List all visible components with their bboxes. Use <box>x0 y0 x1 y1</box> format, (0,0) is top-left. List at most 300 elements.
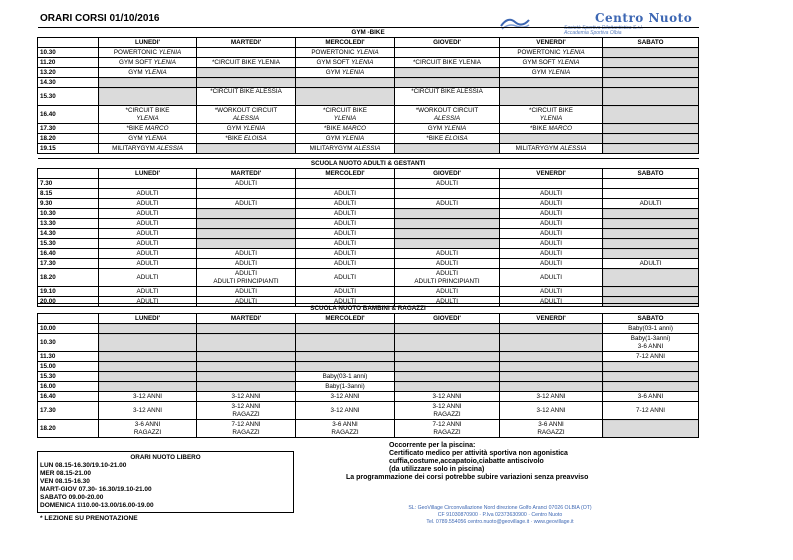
empty-slot <box>197 382 296 392</box>
day-header: LUNEDI' <box>99 169 197 179</box>
class-cell <box>500 402 603 420</box>
class-name: ADULTI <box>235 179 257 187</box>
class-cell <box>99 209 197 219</box>
empty-slot <box>603 249 699 259</box>
empty-slot <box>99 362 197 372</box>
class-name: ADULTI <box>235 269 257 277</box>
class-name: *BIKE <box>426 134 444 142</box>
class-cell <box>500 229 603 239</box>
class-cell <box>296 372 395 382</box>
empty-slot <box>197 352 296 362</box>
empty-slot <box>99 382 197 392</box>
class-name: ADULTI <box>540 209 562 217</box>
empty-slot <box>395 144 500 154</box>
time-row <box>38 179 699 189</box>
class-name: *WORKOUT CIRCUIT <box>214 106 278 114</box>
empty-slot <box>197 144 296 154</box>
class-cell <box>500 124 603 134</box>
instructor-name: ELOISA <box>243 134 267 142</box>
time-row <box>38 209 699 219</box>
instructor-name: YLENIA <box>333 114 357 122</box>
section-title-row <box>38 159 699 169</box>
class-name: RAGAZZI <box>133 428 162 436</box>
class-cell <box>296 402 395 420</box>
class-cell <box>395 88 500 106</box>
class-name: ADULTI <box>436 199 458 207</box>
time-cell: 15.30 <box>38 88 99 106</box>
class-name: 3-6 ANNI <box>134 420 161 428</box>
class-name: ADULTI <box>436 297 458 305</box>
class-name: ADULTI <box>540 229 562 237</box>
class-cell <box>99 219 197 229</box>
free-swim-line: DOMENICA 1\10.00-13.00/16.00-19.00 <box>40 502 154 509</box>
class-cell <box>99 189 197 199</box>
class-name: RAGAZZI <box>537 428 565 436</box>
class-cell <box>603 199 699 209</box>
empty-slot <box>603 88 699 106</box>
class-name: *CIRCUIT BIKE YLENIA <box>412 58 481 66</box>
time-cell: 7.30 <box>38 179 99 189</box>
empty-slot <box>603 219 699 229</box>
time-cell: 17.30 <box>38 124 99 134</box>
day-header: MARTEDI' <box>197 38 296 48</box>
class-cell <box>99 269 197 287</box>
class-name: RAGAZZI <box>232 428 260 436</box>
empty-slot <box>395 68 500 78</box>
free-swim-box <box>37 451 294 513</box>
class-name: GYM SOFT <box>119 58 152 66</box>
class-name: *BIKE <box>225 134 243 142</box>
class-name: ADULTI <box>235 287 257 295</box>
time-row <box>38 189 699 199</box>
instructor-name: ALESSIA <box>232 114 260 122</box>
class-cell <box>99 402 197 420</box>
note-line: La programmazione dei corsi potrebbe subire variazioni senza preavviso <box>346 474 589 481</box>
class-name: ADULTI <box>540 287 562 295</box>
free-swim-line: MER 08.15-21.00 <box>40 470 91 477</box>
class-cell <box>99 68 197 78</box>
class-cell <box>603 179 699 189</box>
empty-slot <box>603 106 699 124</box>
time-row <box>38 229 699 239</box>
class-name: 3-6 ANNI <box>637 342 664 350</box>
day-header-row <box>38 169 699 179</box>
class-cell <box>500 144 603 154</box>
class-cell <box>395 269 500 287</box>
class-cell <box>500 179 603 189</box>
instructor-name: YLENIA <box>144 68 167 76</box>
empty-slot <box>603 362 699 372</box>
class-cell <box>500 420 603 438</box>
class-cell <box>197 124 296 134</box>
class-cell <box>296 269 395 287</box>
empty-slot <box>603 382 699 392</box>
class-cell <box>99 392 197 402</box>
class-cell <box>197 189 296 199</box>
time-cell: 15.30 <box>38 239 99 249</box>
class-name: ADULTI <box>540 297 562 305</box>
class-name: ADULTI <box>136 199 159 207</box>
class-cell <box>500 209 603 219</box>
class-cell <box>395 199 500 209</box>
class-name: ADULTI <box>436 259 458 267</box>
class-name: GYM <box>325 68 341 76</box>
class-cell <box>296 124 395 134</box>
time-cell: 16.40 <box>38 106 99 124</box>
time-row <box>38 68 699 78</box>
class-name: GYM <box>531 68 547 76</box>
class-cell <box>197 134 296 144</box>
instructor-name: YLENIA <box>158 48 182 56</box>
time-cell: 18.20 <box>38 420 99 438</box>
instructor-name: YLENIA <box>356 48 379 56</box>
empty-slot <box>603 372 699 382</box>
class-cell <box>395 48 500 58</box>
class-name: ADULTI <box>235 249 257 257</box>
day-header: MERCOLEDI' <box>296 314 395 324</box>
empty-slot <box>500 382 603 392</box>
day-header: VENERDI' <box>500 38 603 48</box>
day-header: MERCOLEDI' <box>296 38 395 48</box>
empty-slot <box>99 334 197 352</box>
class-name: 7-12 ANNI <box>636 406 666 414</box>
day-header: VENERDI' <box>500 169 603 179</box>
class-cell <box>500 249 603 259</box>
class-name: 3-12 ANNI <box>432 402 462 410</box>
time-row <box>38 287 699 297</box>
class-cell <box>500 219 603 229</box>
class-name: ADULTI <box>136 297 159 305</box>
class-name: GYM SOFT <box>522 58 556 66</box>
class-name: POWERTONIC <box>311 48 355 56</box>
class-cell <box>500 269 603 287</box>
class-name: GYM <box>325 134 341 142</box>
empty-slot <box>296 352 395 362</box>
time-row <box>38 48 699 58</box>
class-name: Baby(1-3anni) <box>630 334 671 342</box>
gym-bike-schedule <box>37 27 699 154</box>
class-cell <box>500 239 603 249</box>
section-title: SCUOLA NUOTO BAMBINI & RAGAZZI <box>38 304 699 314</box>
time-cell: 11.30 <box>38 352 99 362</box>
empty-slot <box>603 239 699 249</box>
class-name: GYM <box>226 124 242 132</box>
class-cell <box>197 259 296 269</box>
class-cell <box>99 179 197 189</box>
class-cell <box>395 124 500 134</box>
class-name: ADULTI <box>639 199 662 207</box>
empty-slot <box>395 219 500 229</box>
day-header: VENERDI' <box>500 314 603 324</box>
time-cell: 16.00 <box>38 382 99 392</box>
time-cell: 11.20 <box>38 58 99 68</box>
class-name: Baby(1-3anni) <box>325 382 365 390</box>
free-swim-title: ORARI NUOTO LIBERO <box>130 454 201 461</box>
empty-slot <box>296 362 395 372</box>
time-cell: 15.00 <box>38 362 99 372</box>
class-cell <box>99 420 197 438</box>
empty-slot <box>603 420 699 438</box>
class-cell <box>296 229 395 239</box>
empty-slot <box>197 78 296 88</box>
time-cell: 8.15 <box>38 189 99 199</box>
class-cell <box>197 420 296 438</box>
time-row <box>38 269 699 287</box>
class-name: RAGAZZI <box>331 428 359 436</box>
empty-slot <box>603 58 699 68</box>
empty-slot <box>603 287 699 297</box>
class-name: ADULTI <box>540 249 562 257</box>
class-cell <box>197 402 296 420</box>
class-cell <box>395 179 500 189</box>
class-cell <box>296 249 395 259</box>
empty-slot <box>395 372 500 382</box>
day-header-row <box>38 38 699 48</box>
day-header: LUNEDI' <box>99 314 197 324</box>
class-name: ADULTI <box>540 199 562 207</box>
time-row <box>38 249 699 259</box>
class-cell <box>296 189 395 199</box>
empty-slot <box>500 324 603 334</box>
class-name: *BIKE <box>126 124 144 132</box>
class-name: 3-6 ANNI <box>332 420 358 428</box>
class-name: ADULTI <box>334 297 356 305</box>
time-row <box>38 352 699 362</box>
class-name: ADULTI <box>136 249 159 257</box>
class-name: ADULTI PRINCIPIANTI <box>414 277 480 285</box>
class-name: ADULTI <box>136 287 159 295</box>
empty-slot <box>197 372 296 382</box>
time-row <box>38 402 699 420</box>
instructor-name: YLENIA <box>351 58 374 66</box>
class-cell <box>296 179 395 189</box>
instructor-name: ALESSIA <box>354 144 381 152</box>
time-cell: 10.30 <box>38 334 99 352</box>
day-header: GIOVEDI' <box>395 38 500 48</box>
empty-slot <box>500 352 603 362</box>
time-cell: 13.20 <box>38 68 99 78</box>
class-cell <box>197 179 296 189</box>
section-title: SCUOLA NUOTO ADULTI & GESTANTI <box>38 159 699 169</box>
class-cell <box>296 199 395 209</box>
class-cell <box>603 392 699 402</box>
class-name: *CIRCUIT BIKE YLENIA <box>211 58 280 66</box>
class-name: ADULTI <box>235 259 257 267</box>
class-name: ADULTI <box>436 179 458 187</box>
class-name: 7-12 ANNI <box>231 420 261 428</box>
note-line: cuffia,costume,accapatoio,ciabatte antiscivolo <box>389 458 544 465</box>
class-name: ADULTI <box>436 287 458 295</box>
empty-slot <box>197 229 296 239</box>
time-row <box>38 362 699 372</box>
class-cell <box>500 48 603 58</box>
instructor-name: YLENIA <box>144 134 167 142</box>
class-name: 7-12 ANNI <box>432 420 462 428</box>
class-cell <box>296 259 395 269</box>
time-cell: 14.30 <box>38 78 99 88</box>
class-cell <box>296 420 395 438</box>
day-header: GIOVEDI' <box>395 169 500 179</box>
empty-slot <box>395 229 500 239</box>
class-name: 3-12 ANNI <box>536 392 566 400</box>
instructor-name: MARCO <box>145 124 169 132</box>
address-line: SL: GeoVillage Circonvallazione Nord direzione Golfo Aranci 07026 OLBIA (OT) <box>408 505 592 511</box>
class-cell <box>500 287 603 297</box>
class-name: ADULTI <box>334 239 356 247</box>
time-row <box>38 58 699 68</box>
instructor-name: MARCO <box>548 124 572 132</box>
class-name: ADULTI <box>136 219 159 227</box>
class-name: 3-12 ANNI <box>132 406 163 414</box>
time-row <box>38 334 699 352</box>
day-header: MARTEDI' <box>197 169 296 179</box>
class-cell <box>395 106 500 124</box>
empty-slot <box>500 362 603 372</box>
class-cell <box>500 106 603 124</box>
class-cell <box>603 334 699 352</box>
empty-slot <box>395 382 500 392</box>
time-cell: 17.30 <box>38 402 99 420</box>
class-name: ADULTI <box>136 239 159 247</box>
class-name: 3-12 ANNI <box>432 392 462 400</box>
class-name: *WORKOUT CIRCUIT <box>415 106 479 114</box>
adult-swim-schedule <box>37 158 699 307</box>
time-row <box>38 78 699 88</box>
class-name: ADULTI <box>334 189 356 197</box>
class-name: RAGAZZI <box>433 428 461 436</box>
class-cell <box>395 134 500 144</box>
class-name: ADULTI <box>540 239 562 247</box>
day-header: LUNEDI' <box>99 38 197 48</box>
time-cell: 13.30 <box>38 219 99 229</box>
class-name: ADULTI <box>334 229 356 237</box>
empty-slot <box>500 78 603 88</box>
class-name: MILITARYGYM <box>515 144 559 152</box>
empty-slot <box>395 209 500 219</box>
class-cell <box>99 58 197 68</box>
time-row <box>38 199 699 209</box>
class-cell <box>395 58 500 68</box>
time-row <box>38 372 699 382</box>
class-cell <box>395 249 500 259</box>
empty-slot <box>603 124 699 134</box>
day-header: SABATO <box>603 314 699 324</box>
header-blank <box>38 169 99 179</box>
time-cell: 10.00 <box>38 324 99 334</box>
class-name: ADULTI <box>540 259 562 267</box>
class-name: 3-12 ANNI <box>536 406 566 414</box>
class-name: *CIRCUIT BIKE <box>125 106 170 114</box>
class-cell <box>197 48 296 58</box>
empty-slot <box>99 372 197 382</box>
time-row <box>38 239 699 249</box>
section-title-row <box>38 304 699 314</box>
class-cell <box>395 287 500 297</box>
time-cell: 18.20 <box>38 134 99 144</box>
class-cell <box>296 392 395 402</box>
time-cell: 20.00 <box>38 297 99 307</box>
instructor-name: YLENIA <box>341 68 365 76</box>
class-name: ADULTI <box>136 259 159 267</box>
empty-slot <box>500 334 603 352</box>
time-row <box>38 420 699 438</box>
empty-slot <box>99 78 197 88</box>
class-cell <box>99 259 197 269</box>
class-name: ADULTI <box>540 219 562 227</box>
class-cell <box>99 287 197 297</box>
header-blank <box>38 38 99 48</box>
class-cell <box>296 68 395 78</box>
empty-slot <box>395 352 500 362</box>
empty-slot <box>603 209 699 219</box>
class-name: GYM <box>427 124 443 132</box>
instructor-name: YLENIA <box>341 134 365 142</box>
class-name: *CIRCUIT BIKE <box>323 106 367 114</box>
class-name: POWERTONIC <box>113 48 157 56</box>
free-swim-line: MART-GIOV 07.30- 16.30/19.10-21.00 <box>40 486 152 493</box>
empty-slot <box>395 239 500 249</box>
class-cell <box>603 189 699 199</box>
empty-slot <box>603 68 699 78</box>
empty-slot <box>197 219 296 229</box>
class-name: ADULTI PRINCIPIANTI <box>213 277 279 285</box>
class-cell <box>197 199 296 209</box>
class-name: *CIRCUIT BIKE ALESSIA <box>210 88 282 95</box>
class-cell <box>99 134 197 144</box>
day-header: SABATO <box>603 169 699 179</box>
time-row <box>38 219 699 229</box>
time-cell: 18.20 <box>38 269 99 287</box>
instructor-name: YLENIA <box>557 58 580 66</box>
empty-slot <box>603 144 699 154</box>
empty-slot <box>296 88 395 106</box>
header-blank <box>38 314 99 324</box>
instructor-name: YLENIA <box>153 58 176 66</box>
class-cell <box>296 209 395 219</box>
time-row <box>38 88 699 106</box>
pool-notes <box>346 442 588 482</box>
class-cell <box>395 402 500 420</box>
day-header: MARTEDI' <box>197 314 296 324</box>
class-cell <box>296 48 395 58</box>
class-name: ADULTI <box>334 199 356 207</box>
class-name: ADULTI <box>540 189 562 197</box>
time-row <box>38 134 699 144</box>
class-name: ADULTI <box>436 269 458 277</box>
empty-slot <box>603 134 699 144</box>
logo-subtitle: Accademia Sportiva Olbia <box>564 30 622 36</box>
empty-slot <box>395 78 500 88</box>
class-cell <box>603 402 699 420</box>
class-cell <box>99 199 197 209</box>
class-name: RAGAZZI <box>232 410 260 418</box>
empty-slot <box>197 209 296 219</box>
class-name: *BIKE <box>323 124 341 132</box>
instructor-name: YLENIA <box>539 114 563 122</box>
class-name: ADULTI <box>334 259 356 267</box>
class-name: ADULTI <box>235 297 257 305</box>
empty-slot <box>296 324 395 334</box>
class-name: *CIRCUIT BIKE ALESSIA <box>411 88 483 95</box>
class-cell <box>197 392 296 402</box>
instructor-name: ELOISA <box>444 134 468 142</box>
class-cell <box>395 259 500 269</box>
note-line: (da utilizzare solo in piscina) <box>389 466 485 473</box>
section-title-row <box>38 28 699 38</box>
class-cell <box>99 124 197 134</box>
class-name: 3-6 ANNI <box>637 392 664 400</box>
class-cell <box>197 58 296 68</box>
